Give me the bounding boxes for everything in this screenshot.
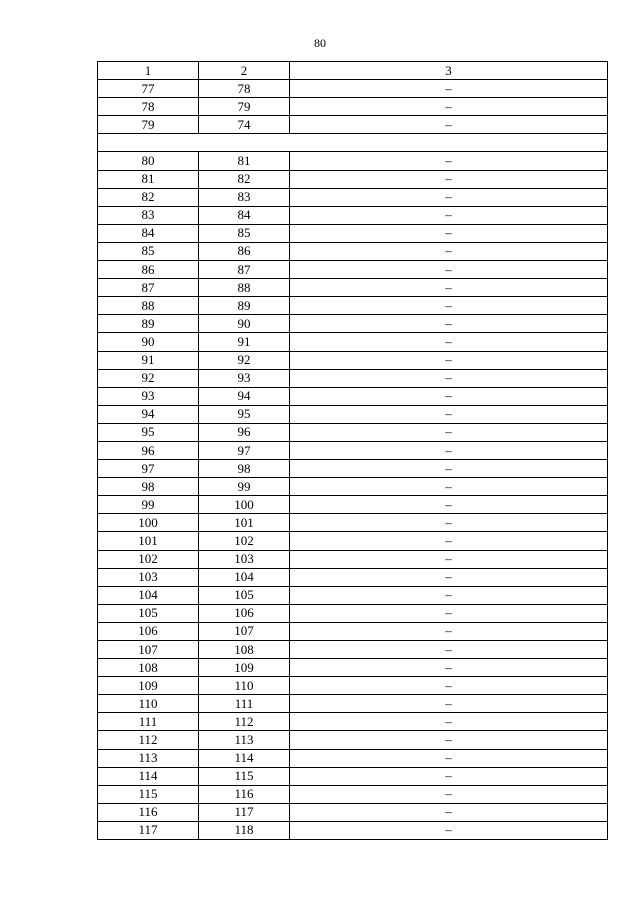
table-cell-col-1: 94 xyxy=(98,405,199,423)
table-cell-col-1: 116 xyxy=(98,803,199,821)
table-cell-col-1: 97 xyxy=(98,460,199,478)
table-cell-col-1: 85 xyxy=(98,242,199,260)
table-row xyxy=(98,242,608,260)
table-row xyxy=(98,604,608,622)
table-row xyxy=(98,152,608,170)
table-cell-col-1: 105 xyxy=(98,604,199,622)
table-body xyxy=(98,62,608,840)
table-row xyxy=(98,279,608,297)
table-cell-col-1: 91 xyxy=(98,351,199,369)
table-cell-col-3: – xyxy=(290,315,608,333)
header-cell-1: 1 xyxy=(98,62,199,80)
header-row xyxy=(98,62,608,80)
table-cell-col-2: 99 xyxy=(199,478,290,496)
table-cell-col-2: 117 xyxy=(199,803,290,821)
table-cell-col-3: – xyxy=(290,80,608,98)
table-cell-col-3: – xyxy=(290,116,608,134)
table-cell-col-1: 102 xyxy=(98,550,199,568)
table-row xyxy=(98,496,608,514)
table-cell-col-2: 88 xyxy=(199,279,290,297)
table-cell-col-1: 111 xyxy=(98,713,199,731)
table-row xyxy=(98,333,608,351)
table-cell-col-2: 83 xyxy=(199,188,290,206)
table-cell-col-3: – xyxy=(290,242,608,260)
table-cell-col-2: 87 xyxy=(199,261,290,279)
table-row xyxy=(98,297,608,315)
table-cell-col-2: 94 xyxy=(199,387,290,405)
table-cell-col-3: – xyxy=(290,532,608,550)
table-cell-col-2: 98 xyxy=(199,460,290,478)
table-cell-col-3: – xyxy=(290,586,608,604)
table-row xyxy=(98,586,608,604)
table-row xyxy=(98,641,608,659)
table-row xyxy=(98,80,608,98)
table-cell-col-3: – xyxy=(290,496,608,514)
table-cell-col-1: 106 xyxy=(98,622,199,640)
table-cell-col-1: 83 xyxy=(98,206,199,224)
table-cell-col-3: – xyxy=(290,803,608,821)
table-row xyxy=(98,550,608,568)
table-cell-col-1: 103 xyxy=(98,568,199,586)
table-cell-col-2: 89 xyxy=(199,297,290,315)
table-cell-col-2: 79 xyxy=(199,98,290,116)
table-cell-col-1: 107 xyxy=(98,641,199,659)
table-row xyxy=(98,785,608,803)
table-row xyxy=(98,98,608,116)
table-cell-col-3: – xyxy=(290,188,608,206)
table-cell-col-2: 84 xyxy=(199,206,290,224)
blank-separator-cell xyxy=(98,134,608,152)
table-cell-col-1: 95 xyxy=(98,423,199,441)
table-cell-col-3: – xyxy=(290,622,608,640)
table-row xyxy=(98,170,608,188)
table-cell-col-3: – xyxy=(290,550,608,568)
table-cell-col-3: – xyxy=(290,604,608,622)
table-cell-col-2: 103 xyxy=(199,550,290,568)
table-row xyxy=(98,514,608,532)
table-cell-col-1: 90 xyxy=(98,333,199,351)
table-row xyxy=(98,405,608,423)
table-cell-col-1: 110 xyxy=(98,695,199,713)
table-cell-col-3: – xyxy=(290,423,608,441)
table-cell-col-3: – xyxy=(290,152,608,170)
table-cell-col-1: 79 xyxy=(98,116,199,134)
header-cell-3: 3 xyxy=(290,62,608,80)
table-cell-col-3: – xyxy=(290,568,608,586)
table-cell-col-3: – xyxy=(290,206,608,224)
table-row xyxy=(98,351,608,369)
table-cell-col-2: 97 xyxy=(199,441,290,459)
table-row xyxy=(98,622,608,640)
table-cell-col-3: – xyxy=(290,695,608,713)
table-cell-col-2: 93 xyxy=(199,369,290,387)
table-cell-col-2: 78 xyxy=(199,80,290,98)
table-row xyxy=(98,369,608,387)
table-cell-col-3: – xyxy=(290,441,608,459)
table-cell-col-3: – xyxy=(290,333,608,351)
table-row xyxy=(98,767,608,785)
table-cell-col-1: 115 xyxy=(98,785,199,803)
table-cell-col-3: – xyxy=(290,405,608,423)
table-cell-col-1: 96 xyxy=(98,441,199,459)
blank-separator-row xyxy=(98,134,608,152)
table-row xyxy=(98,659,608,677)
table-cell-col-3: – xyxy=(290,785,608,803)
table-cell-col-1: 88 xyxy=(98,297,199,315)
data-table xyxy=(97,61,608,840)
table-cell-col-3: – xyxy=(290,641,608,659)
table-cell-col-1: 114 xyxy=(98,767,199,785)
table-cell-col-1: 109 xyxy=(98,677,199,695)
table-cell-col-2: 81 xyxy=(199,152,290,170)
table-cell-col-1: 86 xyxy=(98,261,199,279)
table-cell-col-2: 90 xyxy=(199,315,290,333)
table-cell-col-2: 108 xyxy=(199,641,290,659)
table-cell-col-3: – xyxy=(290,261,608,279)
table-cell-col-3: – xyxy=(290,731,608,749)
table-row xyxy=(98,315,608,333)
table-cell-col-2: 113 xyxy=(199,731,290,749)
table-cell-col-1: 89 xyxy=(98,315,199,333)
header-cell-2: 2 xyxy=(199,62,290,80)
table-row xyxy=(98,478,608,496)
table-cell-col-1: 87 xyxy=(98,279,199,297)
table-cell-col-1: 84 xyxy=(98,224,199,242)
table-cell-col-2: 116 xyxy=(199,785,290,803)
table-cell-col-3: – xyxy=(290,279,608,297)
table-cell-col-1: 99 xyxy=(98,496,199,514)
table-row xyxy=(98,441,608,459)
table-cell-col-1: 100 xyxy=(98,514,199,532)
table-row xyxy=(98,460,608,478)
table-row xyxy=(98,224,608,242)
table-cell-col-2: 112 xyxy=(199,713,290,731)
page-number: 80 xyxy=(314,36,326,50)
table-row xyxy=(98,423,608,441)
table-row xyxy=(98,261,608,279)
table-row xyxy=(98,188,608,206)
table-cell-col-2: 95 xyxy=(199,405,290,423)
table-row xyxy=(98,713,608,731)
table-cell-col-2: 101 xyxy=(199,514,290,532)
table-cell-col-2: 111 xyxy=(199,695,290,713)
table-cell-col-3: – xyxy=(290,224,608,242)
table-cell-col-1: 92 xyxy=(98,369,199,387)
table-cell-col-1: 82 xyxy=(98,188,199,206)
table-row xyxy=(98,532,608,550)
table-cell-col-2: 105 xyxy=(199,586,290,604)
table-cell-col-2: 92 xyxy=(199,351,290,369)
table-cell-col-1: 81 xyxy=(98,170,199,188)
table-cell-col-1: 77 xyxy=(98,80,199,98)
table-cell-col-2: 96 xyxy=(199,423,290,441)
table-cell-col-3: – xyxy=(290,767,608,785)
table-cell-col-3: – xyxy=(290,821,608,839)
table-cell-col-3: – xyxy=(290,297,608,315)
table-cell-col-1: 80 xyxy=(98,152,199,170)
table-cell-col-2: 114 xyxy=(199,749,290,767)
table-cell-col-2: 102 xyxy=(199,532,290,550)
table-cell-col-1: 78 xyxy=(98,98,199,116)
table-cell-col-1: 93 xyxy=(98,387,199,405)
table-row xyxy=(98,206,608,224)
table-cell-col-1: 112 xyxy=(98,731,199,749)
table-row xyxy=(98,821,608,839)
table-row xyxy=(98,803,608,821)
table-cell-col-2: 109 xyxy=(199,659,290,677)
table-cell-col-1: 101 xyxy=(98,532,199,550)
table-cell-col-3: – xyxy=(290,387,608,405)
table-row xyxy=(98,695,608,713)
table-cell-col-3: – xyxy=(290,98,608,116)
table-cell-col-1: 104 xyxy=(98,586,199,604)
table-cell-col-1: 98 xyxy=(98,478,199,496)
table-cell-col-2: 110 xyxy=(199,677,290,695)
table-cell-col-3: – xyxy=(290,713,608,731)
table-cell-col-2: 74 xyxy=(199,116,290,134)
table-cell-col-3: – xyxy=(290,677,608,695)
table-cell-col-2: 107 xyxy=(199,622,290,640)
table-row xyxy=(98,568,608,586)
table-cell-col-3: – xyxy=(290,749,608,767)
table-cell-col-2: 82 xyxy=(199,170,290,188)
table-cell-col-3: – xyxy=(290,351,608,369)
table-cell-col-2: 91 xyxy=(199,333,290,351)
table-cell-col-3: – xyxy=(290,659,608,677)
table-cell-col-2: 115 xyxy=(199,767,290,785)
table-cell-col-2: 104 xyxy=(199,568,290,586)
table-row xyxy=(98,749,608,767)
table-cell-col-1: 108 xyxy=(98,659,199,677)
table-cell-col-2: 86 xyxy=(199,242,290,260)
table-cell-col-2: 85 xyxy=(199,224,290,242)
table-cell-col-3: – xyxy=(290,170,608,188)
table-cell-col-3: – xyxy=(290,460,608,478)
table-row xyxy=(98,677,608,695)
table-cell-col-2: 118 xyxy=(199,821,290,839)
table-cell-col-2: 106 xyxy=(199,604,290,622)
table-cell-col-2: 100 xyxy=(199,496,290,514)
table-cell-col-3: – xyxy=(290,478,608,496)
table-row xyxy=(98,387,608,405)
table-cell-col-1: 113 xyxy=(98,749,199,767)
table-row xyxy=(98,116,608,134)
table-row xyxy=(98,731,608,749)
table-cell-col-3: – xyxy=(290,514,608,532)
table-cell-col-1: 117 xyxy=(98,821,199,839)
table-cell-col-3: – xyxy=(290,369,608,387)
